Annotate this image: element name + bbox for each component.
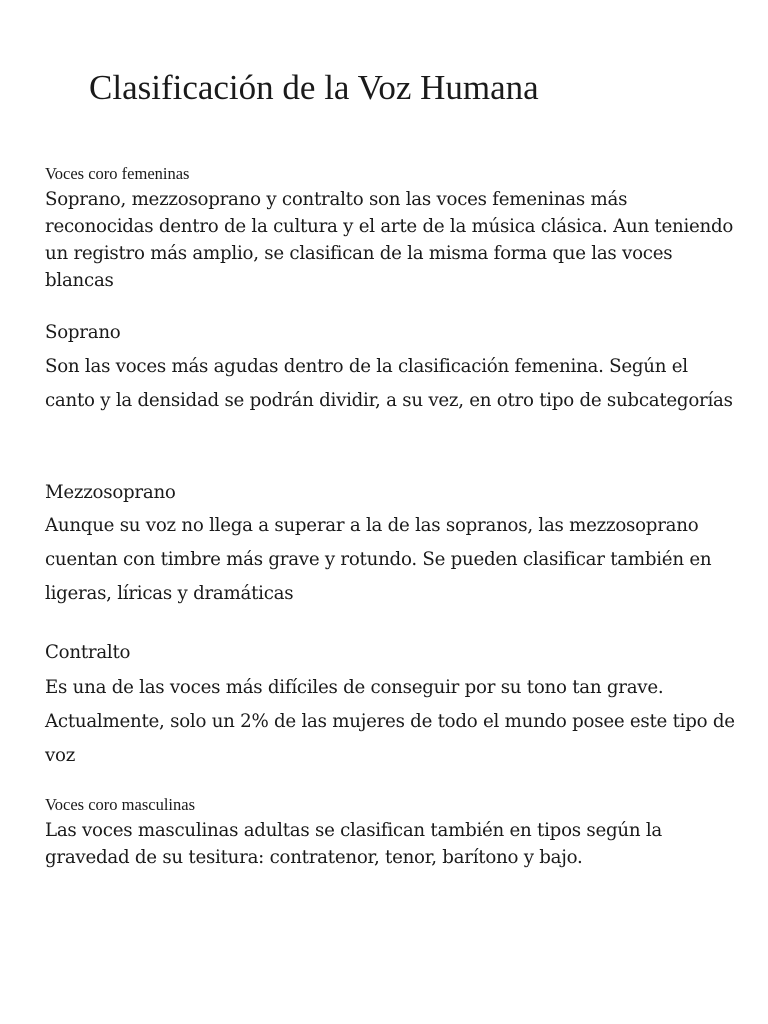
section-heading-soprano: Soprano [45,322,121,343]
section-body-voces-masculinas: Las voces masculinas adultas se clasifican también en tipos según la gravedad de su tesitura: contratenor, tenor, barítono y bajo. [45,820,662,868]
section-body-soprano: Son las voces más agudas dentro de la clasificación femenina. Según el canto y la densidad se podrán dividir, a su vez, en otro tipo de subcategorías [45,356,733,411]
section-body-mezzosoprano: Aunque su voz no llega a superar a la de las sopranos, las mezzosoprano cuentan con timbre más grave y rotundo. Se pueden clasificar también en ligeras, líricas y dramáticas [45,515,712,604]
section-body-voces-femeninas: Soprano, mezzosoprano y contralto son las voces femeninas más reconocidas dentro de la cultura y el arte de la música clásica. Aun teniendo un registro más amplio, se clasifican de la misma forma que las voces blancas [45,189,734,291]
section-heading-contralto: Contralto [45,642,131,663]
section-heading-voces-femeninas: Voces coro femeninas [45,164,190,183]
page-title: Clasificación de la Voz Humana [89,68,539,107]
section-heading-mezzosoprano: Mezzosoprano [45,482,176,503]
section-heading-voces-masculinas: Voces coro masculinas [45,795,195,814]
section-body-contralto: Es una de las voces más difíciles de conseguir por su tono tan grave. Actualmente, solo un 2% de las mujeres de todo el mundo posee este tipo de voz [45,677,735,766]
